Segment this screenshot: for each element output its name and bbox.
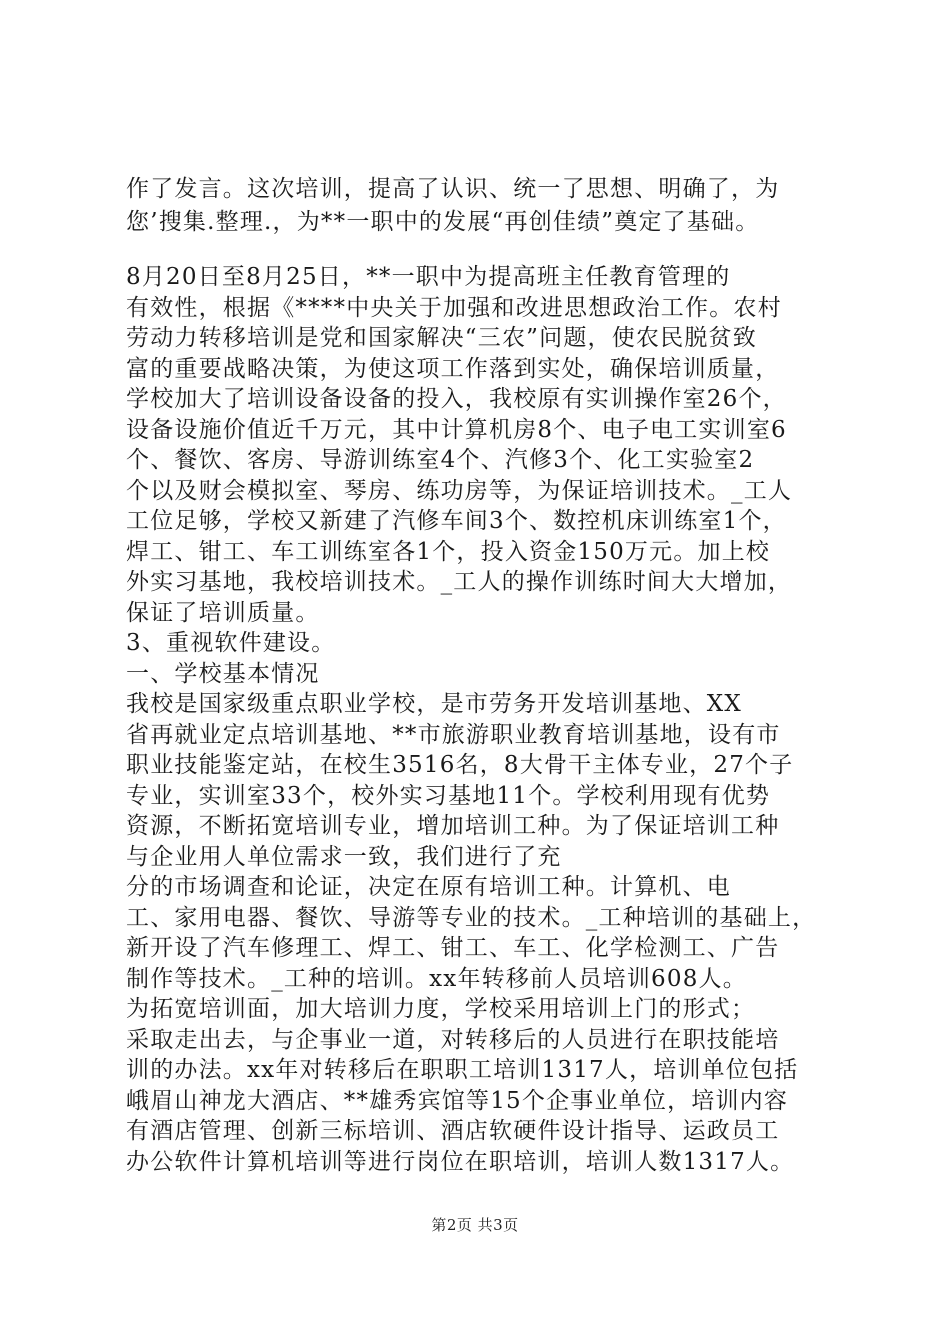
- text-line: 焊工、钳工、车工训练室各1个，投入资金150万元。加上校: [126, 538, 771, 565]
- text-line: 一、学校基本情况: [126, 660, 320, 687]
- text-line: 工、家用电器、餐饮、导游等专业的技术。_工种培训的基础上，: [126, 904, 817, 931]
- text-line: 有效性，根据《****中央关于加强和改进思想政治工作。农村: [126, 294, 782, 321]
- page-number-footer: 第2页 共3页: [431, 1216, 519, 1234]
- text-line: 制作等技术。_工种的培训。xx年转移前人员培训608人。: [126, 965, 747, 992]
- text-line: 富的重要战略决策，为使这项工作落到实处，确保培训质量，: [126, 355, 780, 382]
- text-line: 资源，不断拓宽培训专业，增加培训工种。为了保证培训工种: [126, 813, 780, 839]
- text-line: 与企业用人单位需求一致，我们进行了充: [126, 843, 562, 870]
- text-line: 新开设了汽车修理工、焊工、钳工、车工、化学检测工、广告: [126, 935, 780, 961]
- text-line: 8月20日至8月25日，**一职中为提高班主任教育管理的: [126, 264, 731, 290]
- text-line: 个以及财会模拟室、琴房、练功房等，为保证培训技术。_工人: [126, 477, 793, 504]
- text-line: 您’搜集.整理.，为**一职中的发展“再创佳绩”奠定了基础。: [126, 209, 760, 235]
- text-line: 学校加大了培训设备设备的投入，我校原有实训操作室26个，: [126, 386, 787, 412]
- text-line: 外实习基地，我校培训技术。_工人的操作训练时间大大增加，: [126, 569, 793, 595]
- text-line: 办公软件计算机培训等进行岗位在职培训，培训人数1317人。: [126, 1148, 795, 1175]
- text-line: 训的办法。xx年对转移后在职职工培训1317人，培训单位包括: [126, 1057, 799, 1083]
- text-line: 有酒店管理、创新三标培训、酒店软硬件设计指导、运政员工: [126, 1118, 780, 1144]
- text-line: 工位足够，学校又新建了汽修车间3个、数控机床训练室1个，: [126, 508, 787, 534]
- text-line: 为拓宽培训面，加大培训力度，学校采用培训上门的形式；: [126, 996, 756, 1022]
- text-line: 峨眉山神龙大酒店、**雄秀宾馆等15个企事业单位，培训内容: [126, 1087, 789, 1114]
- text-line: 个、餐饮、客房、导游训练室4个、汽修3个、化工实验室2: [126, 447, 755, 473]
- text-line: 分的市场调查和论证，决定在原有培训工种。计算机、电: [126, 874, 731, 900]
- text-line: 保证了培训质量。: [126, 599, 320, 626]
- text-line: 职业技能鉴定站，在校生3516名，8大骨干主体专业，27个子: [126, 752, 794, 778]
- text-line: 采取走出去，与企事业一道，对转移后的人员进行在职技能培: [126, 1026, 780, 1053]
- text-line: 作了发言。这次培训，提高了认识、统一了思想、明确了，为: [126, 176, 780, 202]
- text-line: 我校是国家级重点职业学校，是市劳务开发培训基地、XX: [126, 691, 742, 717]
- text-line: 省再就业定点培训基地、**市旅游职业教育培训基地，设有市: [126, 721, 781, 748]
- text-line: 劳动力转移培训是党和国家解决“三农”问题，使农民脱贫致: [126, 325, 757, 351]
- text-line: 专业，实训室33个，校外实习基地11个。学校利用现有优势: [126, 782, 771, 809]
- text-line: 3、重视软件建设。: [126, 630, 336, 656]
- text-line: 设备设施价值近千万元，其中计算机房8个、电子电工实训室6: [126, 416, 787, 443]
